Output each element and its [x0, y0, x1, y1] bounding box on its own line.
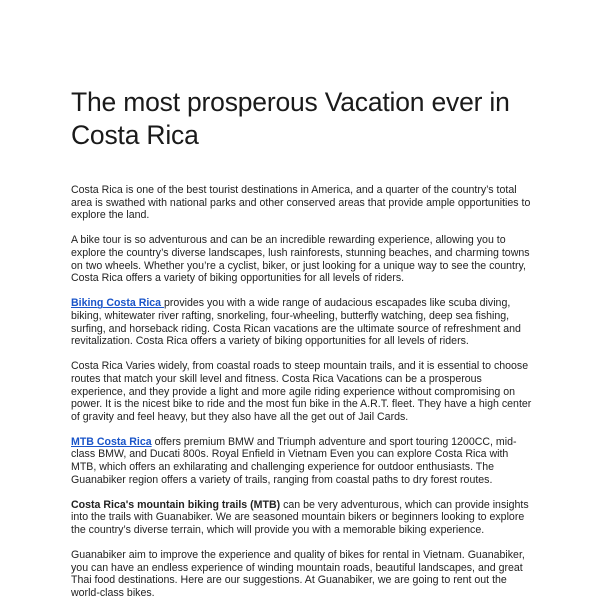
- mtb-costa-rica-link[interactable]: MTB Costa Rica: [71, 435, 152, 448]
- bike-tour-paragraph: A bike tour is so adventurous and can be an incredible rewarding experience, allowing you to explore the country’s diverse landscapes, lush rainforests, stunning beaches, and charming towns on two wheels. Whether you’re a cyclist, biker, or just looking for a unique way to see the country, Costa Rica offers a variety of biking opportunities for all levels of riders.: [71, 234, 530, 285]
- guanabiker-paragraph: Guanabiker aim to improve the experience and quality of bikes for rental in Vietnam. Guanabiker, you can have an endless experience of winding mountain roads, beautiful landscapes, and great Thai food destinations. Here are our suggestions. At Guanabiker, we are going to rent out the world-class bikes.: [71, 549, 525, 599]
- article-body: [71, 86, 533, 600]
- biking-costa-rica-text: provides you with a wide range of audacious escapades like scuba diving, biking, whitewater river rafting, snorkeling, four-wheeling, butterfly watching, deep sea fishing, surfing, and horseback riding. Costa Rican vacations are the ultimate source of refreshment and revitalization. Costa Rica offers a variety of biking opportunities for all levels of riders.: [71, 297, 521, 348]
- mtb-costa-rica-text: offers premium BMW and Triumph adventure and sport touring 1200CC, mid-class BMW, and Ducati 800s. Royal Enfield in Vietnam Even you can explore Costa Rica with MTB, which offers an exhilarating and challenging experience for outdoor enthusiasts. The Guanabiker region offers a variety of trails, ranging from coastal paths to dry forest routes.: [71, 435, 517, 486]
- varies-widely-paragraph: Costa Rica Varies widely, from coastal roads to steep mountain trails, and it is essential to choose routes that match your skill level and fitness. Costa Rica Vacations can be a prosperous experience, and they provide a light and more agile riding experience without compromising on power. It is the nicest bike to ride and the most fun bike in the A.R.T. fleet. They have a high center of gravity and feel heavy, but they also have all the get out of Jail Cards.: [71, 360, 532, 423]
- mountain-biking-paragraph: [71, 499, 533, 537]
- page-title: The most prosperous Vacation ever in Costa Rica: [71, 87, 510, 150]
- biking-costa-rica-link[interactable]: Biking Costa Rica: [71, 297, 165, 310]
- biking-costa-rica-paragraph: [71, 297, 533, 347]
- mtb-costa-rica-paragraph: [71, 436, 533, 486]
- mountain-biking-text: can be very adventurous, which can provide insights into the trails with Guanabiker. We are seasoned mountain bikers or beginners looking to explore the country’s diverse terrain, which will provide you with a memorable biking experience.: [71, 498, 529, 537]
- intro-paragraph: Costa Rica is one of the best tourist destinations in America, and a quarter of the country’s total area is swathed with national parks and other conserved areas that provide ample opportunities to explore the land.: [71, 184, 531, 222]
- mountain-biking-heading: Costa Rica's mountain biking trails (MTB): [71, 498, 281, 511]
